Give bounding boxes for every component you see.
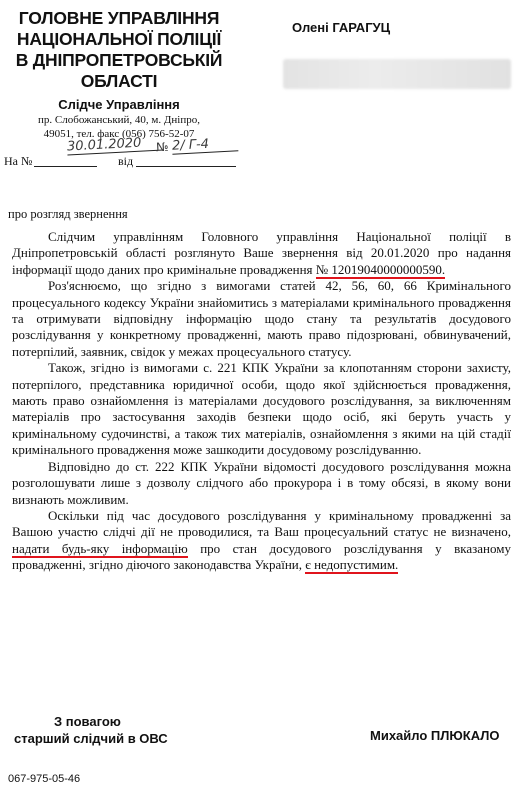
registration-no-underline — [34, 166, 97, 167]
sender-address-line: пр. Слобожанський, 40, м. Дніпро, — [38, 114, 200, 126]
registration-line — [4, 153, 244, 169]
sender-title — [8, 8, 230, 92]
letter-subject: про розгляд звернення — [8, 207, 128, 221]
signature-block — [14, 713, 168, 747]
recipient-name: Олені ГАРАГУЦ — [292, 20, 391, 35]
registration-date-label: від — [118, 154, 134, 168]
sender-department: Слідче Управління — [58, 97, 180, 112]
stamp-number: 2/ Г-4 — [172, 135, 239, 154]
registration-no-label: На № — [4, 154, 33, 168]
contact-phone: 067-975-05-46 — [8, 773, 81, 785]
case-number-highlight: № 12019040000000590. — [315, 261, 446, 277]
sender-address-line: 49051, тел. факс (056) 756-52-07 — [43, 128, 195, 140]
paragraph-1-text: Слідчим управлінням Головного управління Національної поліції в Дніпропетровській області розглянуто Ваше звернення від 20.01.2020 про надання інформації щодо даних про кримінальне провадження — [12, 229, 511, 277]
paragraph-4: Відповідно до ст. 222 КПК України відомості досудового розслідування можна розголошувати лише з дозволу слідчого або прокурора і в тому обсязі, в якому вони визнають можливим. — [12, 458, 511, 507]
signature-closing: З повагою — [54, 714, 121, 729]
sender-title-line: ГОЛОВНЕ УПРАВЛІННЯ — [18, 8, 220, 28]
letter-body — [12, 229, 511, 574]
sender-title-line: В ДНІПРОПЕТРОВСЬКІЙ — [15, 50, 223, 70]
paragraph-2: Роз'яснюємо, що згідно з вимогами статей 42, 56, 60, 66 Кримінального процесуального кодексу України знайомитись з матеріалами кримінального провадження та отримувати відповідну інформацію щодо стану та результатів досудового розслідування у конкретному провадженні, мають право підозрювані, обвинувачений, потерпілий, заявник, свідок у межах процесуального статусу. — [12, 278, 511, 359]
sender-title-line: НАЦІОНАЛЬНОЇ ПОЛІЦІЇ — [16, 29, 222, 49]
sender-title-line: ОБЛАСТІ — [80, 71, 158, 91]
registration-date-underline — [136, 166, 236, 167]
paragraph-3: Також, згідно із вимогами с. 221 КПК України за клопотанням сторони захисту, потерпілого, представника юридичної особи, щодо якої здійснюється провадження, мають право ознайомлення із матеріалами досудового розслідування, за виключенням матеріалів про застосування заходів безпеки щодо осіб, які беруть участь у кримінальному судочинстві, а також тих матеріалів, ознайомлення з якими на цій стадії кримінального провадження може зашкодити досудовому розслідуванню. — [12, 360, 511, 458]
paragraph-5-text-b: про стан досудового розслідування у вказаному провадженні, згідно діючого законодавства України, — [12, 540, 511, 573]
paragraph-5 — [12, 508, 511, 574]
paragraph-5-text-a: Оскільки під час досудового розслідування у кримінальному провадженні за Вашою участю слідчі дії не проводилися, та Ваш процесуальний статус не визначено, — [12, 507, 511, 540]
signature-position: старший слідчий в ОВС — [14, 731, 168, 746]
paragraph-1 — [12, 229, 511, 278]
highlight-inadmissible: є недопустимим. — [305, 557, 399, 573]
stamp-date: 30.01.2020 — [67, 134, 164, 155]
highlight-provide-information: надати будь-яку інформацію — [12, 540, 188, 556]
signature-name: Михайло ПЛЮКАЛО — [370, 728, 500, 743]
redacted-address-block — [283, 59, 511, 89]
stamp-number-label: № — [155, 139, 169, 155]
